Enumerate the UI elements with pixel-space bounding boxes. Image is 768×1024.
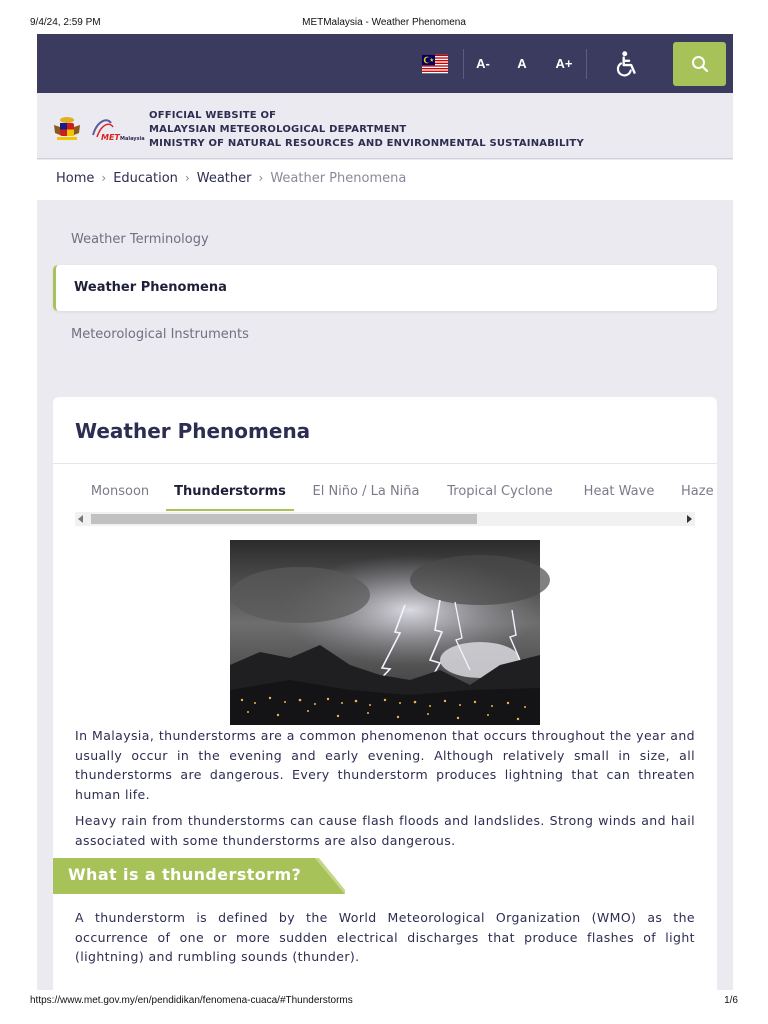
tab-heat-wave[interactable]: Heat Wave [583,484,655,499]
svg-text:Malaysia: Malaysia [120,136,145,142]
site-name-line: MINISTRY OF NATURAL RESOURCES AND ENVIRONMENTAL SUSTAINABILITY [149,138,584,149]
scroll-right-icon[interactable] [687,515,692,523]
thunderstorm-photo [230,540,540,725]
breadcrumb-weather[interactable]: Weather [196,171,252,186]
sidebar-item-meteorological-instruments[interactable]: Meteorological Instruments [71,327,249,342]
print-header [0,0,768,34]
print-footer [0,994,768,1014]
tab-haze[interactable]: Haze [681,484,714,499]
print-url: https://www.met.gov.my/en/pendidikan/fenomena-cuaca/#Thunderstorms [30,995,353,1006]
tab-monsoon[interactable]: Monsoon [90,484,150,499]
svg-text:MET: MET [101,133,120,142]
print-page-count: 1/6 [724,995,738,1006]
tab-bar [75,475,714,511]
met-malaysia-logo [87,113,143,143]
tab-thunderstorms[interactable]: Thunderstorms [166,475,294,511]
print-page-title: METMalaysia - Weather Phenomena [302,17,466,28]
sidebar-item-weather-terminology[interactable]: Weather Terminology [71,232,209,247]
breadcrumb-bar [37,160,733,200]
coat-of-arms-logo [51,115,83,143]
print-datetime: 9/4/24, 2:59 PM [30,17,101,28]
top-utility-bar [37,34,733,93]
font-increase-button[interactable]: A+ [555,56,573,71]
paragraph-heavy-rain: Heavy rain from thunderstorms can cause flash floods and landslides. Strong winds and hail associated with some thunderstorms are also dangerous. [75,813,695,848]
page-title: Weather Phenomena [75,419,311,443]
topbar-divider [463,49,464,79]
web-page [37,34,733,990]
topbar-divider [586,49,587,79]
tab-el-nino-la-nina[interactable]: El Niño / La Niña [312,484,420,499]
search-icon [691,55,709,73]
breadcrumb-home[interactable]: Home [56,171,95,186]
chevron-right-icon: › [184,171,190,185]
scrollbar-thumb[interactable] [91,514,477,524]
site-name-line: MALAYSIAN METEOROLOGICAL DEPARTMENT [149,124,407,135]
chevron-right-icon: › [258,171,264,185]
breadcrumb-education[interactable]: Education [113,171,178,186]
paragraph-definition: A thunderstorm is defined by the World Meteorological Organization (WMO) as the occurrence of one or more sudden electrical discharges that produce flashes of light (lightning) and rumbling sounds (thunder). [75,910,695,964]
font-decrease-button[interactable]: A- [476,56,490,71]
site-name-line: OFFICIAL WEBSITE OF [149,110,277,121]
paragraph-intro: In Malaysia, thunderstorms are a common phenomenon that occurs throughout the year and usually occur in the evening and early evening. Although relatively small in size, all thunderstorms are dangerous. Every thunderstorm produces lightning that can threaten human life. [75,728,695,802]
tab-scrollbar[interactable] [75,512,695,526]
section-heading [53,858,345,894]
scroll-left-icon[interactable] [78,515,83,523]
wheelchair-icon[interactable] [615,50,641,78]
malaysia-flag-icon[interactable] [422,54,448,74]
tab-tropical-cyclone[interactable]: Tropical Cyclone [447,484,553,499]
search-button[interactable] [673,42,726,86]
divider [53,463,717,464]
sidebar-item-weather-phenomena[interactable]: Weather Phenomena [53,265,717,311]
font-normal-button[interactable]: A [517,56,527,71]
site-name [149,109,584,151]
content-card [53,397,717,997]
site-logo-bar[interactable] [37,93,733,159]
breadcrumb-current: Weather Phenomena [270,171,407,186]
section-heading-text: What is a thunderstorm? [68,865,302,884]
chevron-right-icon: › [101,171,107,185]
breadcrumb [56,171,406,186]
